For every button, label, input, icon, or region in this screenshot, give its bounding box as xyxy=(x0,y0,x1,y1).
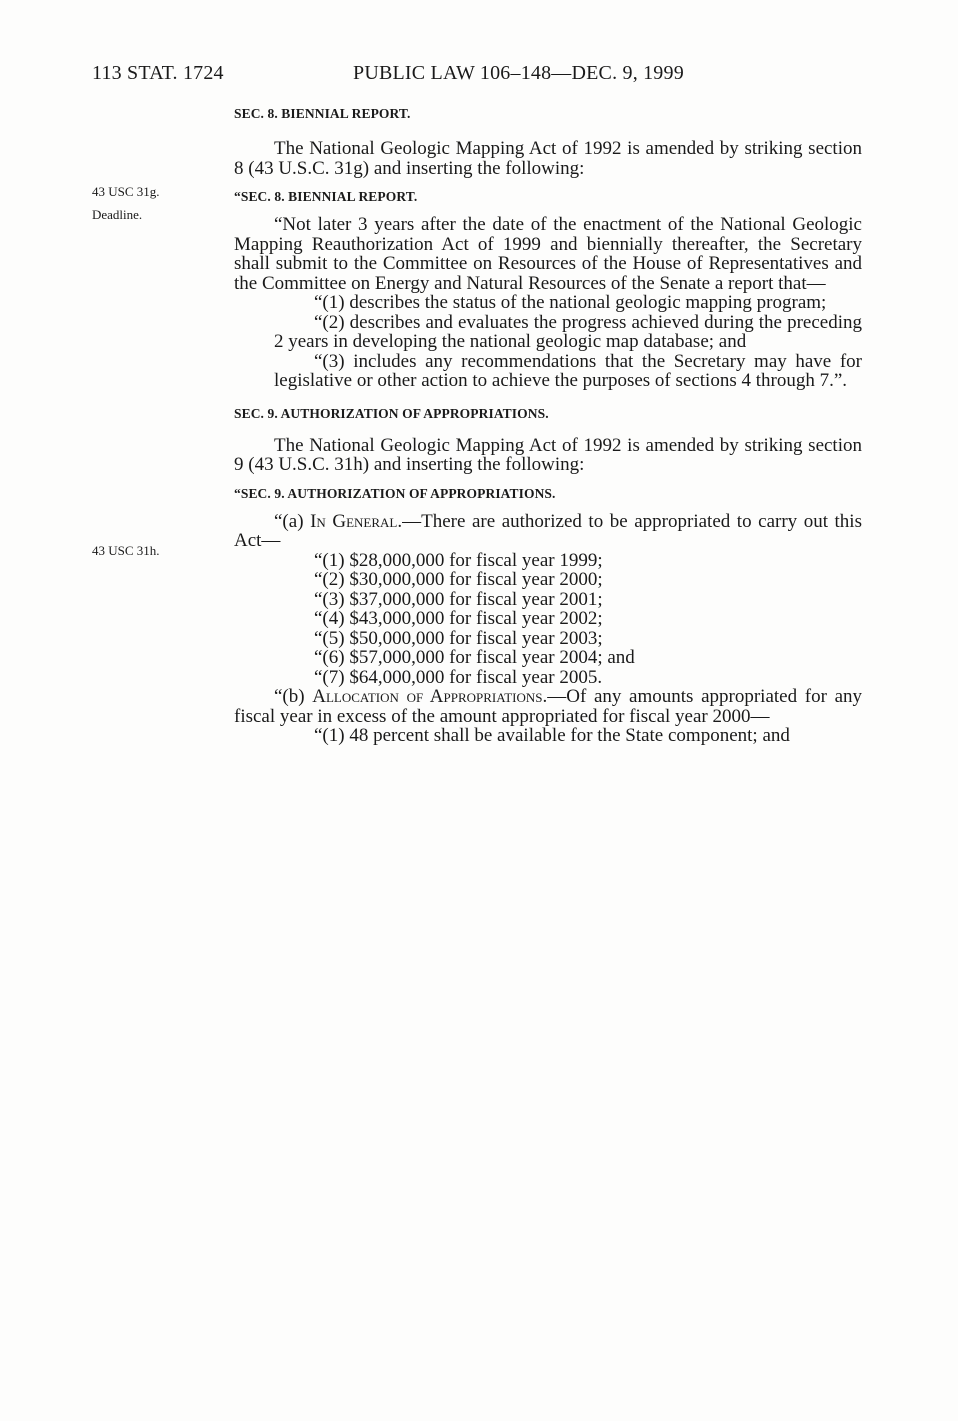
sec8-item-1: “(1) describes the status of the national geologic mapping program; xyxy=(314,292,827,313)
sec9-quoted-heading: “SEC. 9. AUTHORIZATION OF APPROPRIATIONS. xyxy=(234,485,556,501)
appropriation-item: “(3) $37,000,000 for fiscal year 2001; xyxy=(314,588,603,610)
sec9-heading: SEC. 9. AUTHORIZATION OF APPROPRIATIONS. xyxy=(234,405,549,421)
sec9-intro: The National Geologic Mapping Act of 1992 is amended by striking section 9 (43 U.S.C. 31h) and inserting the following: xyxy=(234,434,862,475)
sec9-b-item-1: “(1) 48 percent shall be available for the State component; and xyxy=(314,725,790,746)
margin-note-usc-31g: 43 USC 31g. xyxy=(92,184,160,199)
sec8-item-2: “(2) describes and evaluates the progress achieved during the preceding 2 years in developing the national geologic map database; and xyxy=(274,311,862,352)
appropriation-item: “(5) $50,000,000 for fiscal year 2003; xyxy=(314,627,603,649)
sec8-body: “Not later 3 years after the date of the enactment of the National Geologic Mapping Reauthorization Act of 1999 and biennially thereafter, the Secretary shall submit to the Committee on Resources of the House of Representatives and the Committee on Energy and Natural Resources of the Senate a report that— xyxy=(234,214,862,294)
margin-note-usc-31h: 43 USC 31h. xyxy=(92,543,160,558)
appropriation-item: “(2) $30,000,000 for fiscal year 2000; xyxy=(314,569,603,590)
public-law-id: PUBLIC LAW 106–148—DEC. 9, 1999 xyxy=(353,62,684,84)
subsection-b-text: .—Of any amounts appropriated for any fiscal year in excess of the amount appropriated for fiscal year 2000— xyxy=(234,686,863,727)
subsection-a-prefix: “(a) xyxy=(274,510,311,532)
running-header xyxy=(92,62,832,88)
appropriation-item: “(1) $28,000,000 for fiscal year 1999; xyxy=(314,549,603,571)
sec8-heading: SEC. 8. BIENNIAL REPORT. xyxy=(234,106,411,121)
appropriation-item: “(7) $64,000,000 for fiscal year 2005. xyxy=(314,666,603,688)
subsection-a-title: In General xyxy=(310,510,398,532)
subsection-b-title: Allocation of Appropriations xyxy=(312,686,543,707)
statute-page-id: 113 STAT. 1724 xyxy=(92,62,224,84)
appropriation-item: “(4) $43,000,000 for fiscal year 2002; xyxy=(314,608,603,629)
document-body xyxy=(234,106,862,746)
margin-note-deadline: Deadline. xyxy=(92,207,143,222)
sec9-subsection-a xyxy=(234,512,862,551)
subsection-b-prefix: “(b) xyxy=(274,686,313,707)
sec9-subsection-b xyxy=(234,687,862,726)
sec8-item-3: “(3) includes any recommendations that the Secretary may have for legislative or other action to achieve the purposes of sections 4 through 7.”. xyxy=(274,350,862,391)
sec8-intro: The National Geologic Mapping Act of 1992 is amended by striking section 8 (43 U.S.C. 31g) and inserting the following: xyxy=(234,138,862,179)
sec8-quoted-heading: “SEC. 8. BIENNIAL REPORT. xyxy=(234,189,418,204)
appropriation-item: “(6) $57,000,000 for fiscal year 2004; and xyxy=(314,647,635,668)
subsection-a-text: .—There are authorized to be appropriated to carry out this Act— xyxy=(234,510,862,551)
